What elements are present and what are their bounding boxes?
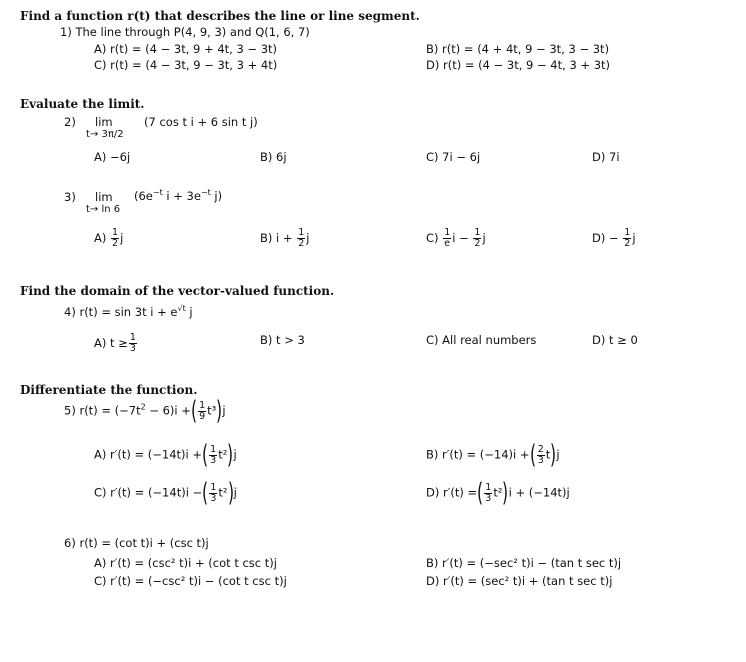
section-heading-domain: Find the domain of the vector-valued function. bbox=[20, 284, 335, 298]
fraction: $\frac{1}{2}$ bbox=[112, 227, 119, 249]
right-paren: ) bbox=[550, 440, 557, 470]
left-paren: ( bbox=[529, 440, 536, 470]
q4-stem: 4) r(t) = sin 3t $i + e^{√t}$ j bbox=[64, 304, 193, 319]
q2-number: 2) bbox=[64, 115, 76, 129]
q3-option-b[interactable]: B) i + $\frac{1}{2}$ j bbox=[260, 227, 310, 249]
q6-option-a[interactable]: A) r′(t) = (csc² t)i + (cot t csc t)j bbox=[94, 556, 277, 570]
fraction: $\frac{1}{3}$ bbox=[485, 481, 492, 504]
q5-option-a[interactable]: A) r′(t) = (−14t)i +( $\frac{1}{3}$ t²)j bbox=[94, 440, 237, 470]
fraction: $\frac{1}{2}$ bbox=[624, 227, 631, 249]
right-paren: ) bbox=[227, 478, 234, 508]
fraction: $\frac{1}{3}$ bbox=[210, 443, 217, 466]
q5-option-c[interactable]: C) r′(t) = (−14t)i −( $\frac{1}{3}$ t²)j bbox=[94, 478, 237, 508]
q2-expression: (7 cos t i + 6 sin t j) bbox=[144, 115, 258, 129]
section-heading-differentiate: Differentiate the function. bbox=[20, 383, 198, 397]
section-heading-limit: Evaluate the limit. bbox=[20, 97, 145, 111]
q2-option-a[interactable]: A) −6j bbox=[94, 150, 131, 164]
fraction: $\frac{1}{3}$ bbox=[210, 481, 217, 504]
fraction: $\frac{2}{3}$ bbox=[537, 443, 544, 466]
fraction: $\frac{1}{2}$ bbox=[474, 227, 481, 249]
section-heading-line: Find a function r(t) that describes the line or line segment. bbox=[20, 9, 420, 23]
q3-option-d[interactable]: D) − $\frac{1}{2}$ j bbox=[592, 227, 636, 249]
q5-option-d[interactable]: D) r′(t) =( $\frac{1}{3}$ t²)i + (−14t)j bbox=[426, 478, 570, 508]
q4-option-d[interactable]: D) t ≥ 0 bbox=[592, 333, 638, 347]
q2-lim-sub: t→ 3π/2 bbox=[86, 129, 124, 140]
q4-option-b[interactable]: B) t > 3 bbox=[260, 333, 305, 347]
q3-expression: ($6e^{-t}$ $i + 3e^{-t}$ j) bbox=[134, 188, 223, 203]
q1-stem bbox=[60, 25, 310, 39]
q3-lim: lim bbox=[95, 190, 113, 204]
fraction: $\frac{1}{e}$ bbox=[444, 227, 451, 249]
left-paren: ( bbox=[190, 396, 198, 426]
right-paren: ) bbox=[502, 478, 509, 508]
fraction: $\frac{1}{2}$ bbox=[298, 227, 305, 249]
q2-option-d[interactable]: D) 7i bbox=[592, 150, 620, 164]
q6-option-d[interactable]: D) r′(t) = (sec² t)i + (tan t sec t)j bbox=[426, 574, 613, 588]
left-paren: ( bbox=[202, 478, 209, 508]
left-paren: ( bbox=[477, 478, 484, 508]
right-paren: ) bbox=[216, 396, 223, 426]
right-paren: ) bbox=[227, 440, 234, 470]
q3-lim-sub: t→ ln 6 bbox=[86, 204, 121, 215]
q6-option-c[interactable]: C) r′(t) = (−csc² t)i − (cot t csc t)j bbox=[94, 574, 287, 588]
q5-stem: 5) $r(t) = (-7t^2 - 6)i$ +( $\frac{1}{9}$ t³)j bbox=[64, 396, 226, 426]
q1-option-b[interactable]: B) r(t) = (4 + 4t, 9 − 3t, 3 − 3t) bbox=[426, 42, 610, 56]
q6-stem: 6) r(t) = (cot t)i + (csc t)j bbox=[64, 536, 209, 550]
q3-number: 3) bbox=[64, 190, 76, 204]
q1-option-d[interactable]: D) r(t) = (4 − 3t, 9 − 4t, 3 + 3t) bbox=[426, 58, 611, 72]
q6-option-b[interactable]: B) r′(t) = (−sec² t)i − (tan t sec t)j bbox=[426, 556, 622, 570]
fraction: $\frac{1}{3}$ bbox=[129, 332, 136, 354]
q1-option-c[interactable]: C) r(t) = (4 − 3t, 9 − 3t, 3 + 4t) bbox=[94, 58, 278, 72]
q1-number: 1) bbox=[60, 25, 72, 39]
q3-option-c[interactable]: C) $\frac{1}{e}$ i − $\frac{1}{2}$ j bbox=[426, 227, 486, 249]
q4-option-c[interactable]: C) All real numbers bbox=[426, 333, 537, 347]
left-paren: ( bbox=[202, 440, 209, 470]
fraction: $\frac{1}{9}$ bbox=[199, 399, 206, 422]
q2-option-b[interactable]: B) 6j bbox=[260, 150, 287, 164]
q5-option-b[interactable]: B) r′(t) = (−14)i +( $\frac{2}{3}$ t)j bbox=[426, 440, 560, 470]
q4-option-a[interactable]: A) t ≥ $\frac{1}{3}$ bbox=[94, 332, 136, 354]
q2-option-c[interactable]: C) 7i − 6j bbox=[426, 150, 481, 164]
q3-option-a[interactable]: A) $\frac{1}{2}$ j bbox=[94, 227, 124, 249]
q1-text: The line through P(4, 9, 3) and Q(1, 6, 7) bbox=[75, 25, 310, 39]
q2-lim: lim bbox=[95, 115, 113, 129]
q1-option-a[interactable]: A) r(t) = (4 − 3t, 9 + 4t, 3 − 3t) bbox=[94, 42, 278, 56]
